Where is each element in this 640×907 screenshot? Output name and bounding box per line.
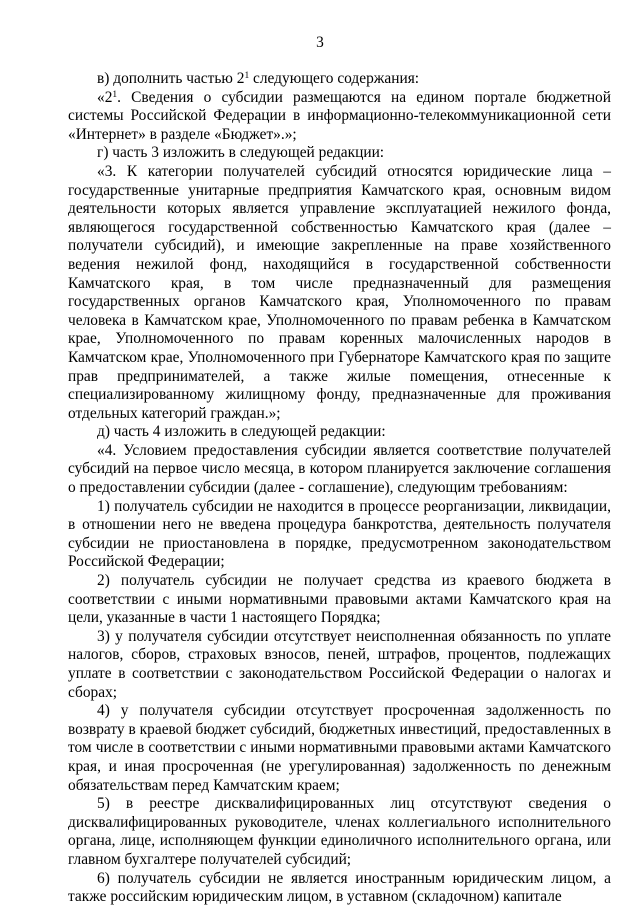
paragraph-add-part-2-1 — [68, 70, 611, 89]
paragraph-part-4-text: «4. Условием предоставления субсидии является соответствие получателей субсидий на первое число месяца, в котором планируется заключение соглашения о предоставлении субсидии (далее - соглашение), следующим требованиям: — [68, 441, 611, 497]
list-item-requirement-1: 1) получатель субсидии не находится в процессе реорганизации, ликвидации, в отношении него не введена процедура банкротства, деятельность получателя субсидии не приостановлена в порядке, предусмотренном законодательством Российской Федерации; — [68, 497, 611, 571]
document-body — [68, 70, 611, 907]
list-item-requirement-4: 4) у получателя субсидии отсутствует просроченная задолженность по возврату в краевой бюджет субсидий, бюджетных инвестиций, предоставленных в том числе в соответствии с иными нормативными правовыми актами Камчатского края, и иная просроченная (не урегулированная) задолженность по денежным обязательствам перед Камчатским краем; — [68, 702, 611, 794]
superscript: 1 — [244, 71, 250, 81]
paragraph-part-2-1-text — [68, 89, 611, 145]
paragraph-part-3-heading: г) часть 3 изложить в следующей редакции: — [97, 144, 385, 162]
paragraph-text: . Сведения о субсидии размещаются на едином портале бюджетной системы Российской Федерации в информационно-телекоммуникационной сети «Интернет» в разделе «Бюджет».»; — [68, 88, 611, 143]
superscript: 1 — [112, 89, 118, 100]
list-item-requirement-5: 5) в реестре дисквалифицированных лиц отсутствуют сведения о дисквалифицированных руководителе, членах коллегиального исполнительного органа, лице, исполняющем функции единоличного исполнительного органа, или главном бухгалтере получателей субсидий; — [68, 795, 611, 868]
paragraph-part-4-heading: д) часть 4 изложить в следующей редакции: — [97, 423, 386, 441]
list-item-requirement-3: 3) у получателя субсидии отсутствует неисполненная обязанность по уплате налогов, сборов, страховых взносов, пеней, штрафов, процентов, подлежащих уплате в соответствии с законодательством Российской Федерации о налогах и сборах; — [68, 627, 611, 701]
paragraph-text: следующего содержания: — [249, 70, 420, 87]
paragraph-part-3-text: «3. К категории получателей субсидий относятся юридические лица – государственные унитарные предприятия Камчатского края, основным видом деятельности которых является управление эксплуатацией нежилого фонда, являющегося государственной собственностью Камчатского края (далее – получатели субсидий), и имеющие закрепленные на праве хозяйственного ведения нежилой фонд, находящийся в государственной собственности Камчатского края, в том числе предназначенный для размещения государственных органов Камчатского края, Уполномоченного по правам человека в Камчатском крае, Уполномоченного по правам ребенка в Камчатском крае, Уполномоченного по правам коренных малочисленных народов в Камчатском крае, Уполномоченного при Губернаторе Камчатского края по защите прав предпринимателей, а также жилые помещения, отнесенные к специализированному жилищному фонду, предназначенные для проживания отдельных категорий граждан.»; — [68, 162, 611, 422]
list-item-requirement-2: 2) получатель субсидии не получает средства из краевого бюджета в соответствии с иными нормативными правовыми актами Камчатского края на цели, указанные в части 1 настоящего Порядка; — [68, 572, 611, 627]
paragraph-text: «2 — [97, 88, 113, 106]
list-item-requirement-6: 6) получатель субсидии не является иностранным юридическим лицом, а также российским юридическим лицом, в уставном (складочном) капитале — [68, 869, 611, 906]
page-number: 3 — [316, 34, 324, 51]
paragraph-text: в) дополнить частью 2 — [97, 70, 245, 87]
